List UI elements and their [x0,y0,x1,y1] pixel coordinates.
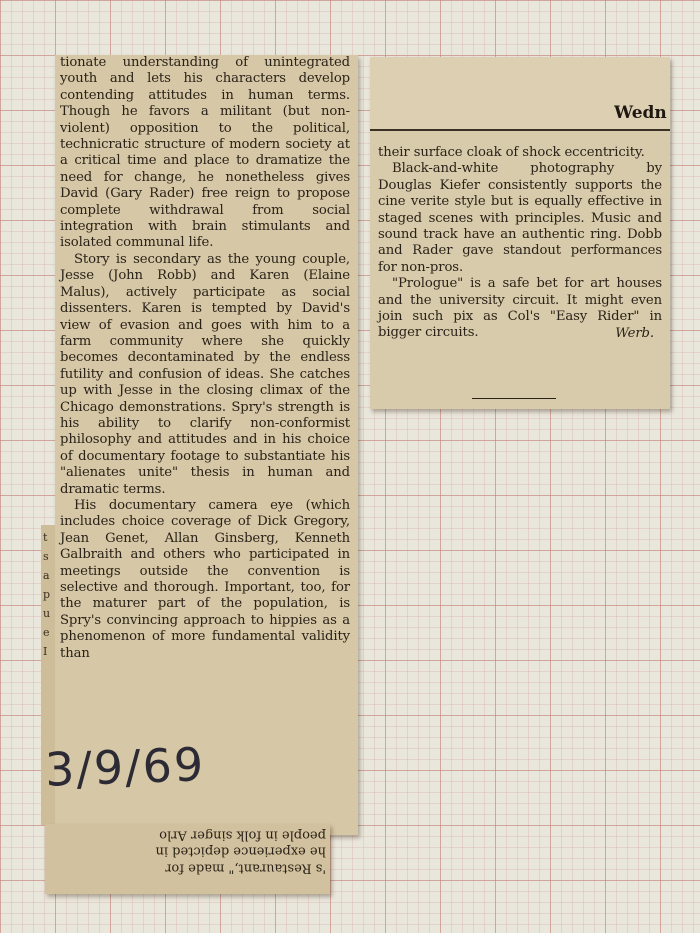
masthead-word: Wedn [614,103,667,123]
paragraph: "Prologue" is a safe bet for art houses and the university circuit. It might even join such pix as Col's "Easy Rider" in bigger circuits. [378,276,662,341]
edge-letter: I [43,645,48,658]
fragment-line: people in folk singer Arlo [159,827,326,843]
left-column-text [60,55,350,662]
upside-down-text [49,826,326,876]
paragraph: their surface cloak of shock eccentricity. [378,145,645,160]
end-rule [472,398,556,399]
left-review-clipping [43,55,358,835]
edge-letter: u [43,607,51,620]
edge-letter: p [43,588,51,601]
edge-letter: a [43,569,50,582]
fragment-line: 's Restaurant," made for [165,860,326,876]
edge-letter: s [43,550,49,563]
paragraph: Black-and-white photography by Douglas Kiefer consistently supports the cine verite style but is equally effective in staged scenes with principles. Music and sound track have an authentic ring. Dobb and Rader gave standout performances for non-pros. [378,161,662,275]
paragraph: His documentary camera eye (which includes choice coverage of Dick Gregory, Jean Genet, Allan Ginsberg, Kenneth Galbraith and others who participated in meetings outside the convention is selective and thorough. Important, too, for the maturer part of the population, is Spry's convincing approach to hippies as a phenomenon of more fundamental validity than [60,497,350,661]
right-review-clipping [370,57,670,409]
fragment-line: he experience depicted in [155,844,326,859]
edge-letter: t [43,531,48,544]
right-column-text [378,145,662,342]
upside-down-fragment [45,824,330,894]
paragraph: Story is secondary as the young couple, Jesse (John Robb) and Karen (Elaine Malus), actively participate as social dissenters. Karen is tempted by David's view of evasion and goes with him to a farm community where she quickly becomes decontaminated by the endless futility and confusion of ideas. She catches up with Jesse in the closing climax of the Chicago demonstrations. Spry's strength is his ability to clarify non-conformist philosophy and attitudes and in his choice of documentary footage to substantiate his "alienates unite" thesis in human and dramatic terms. [60,251,350,497]
paragraph: tionate understanding of unintegrated youth and lets his characters develop contending attitudes in human terms. Though he favors a militant (but non-violent) opposition to the political, technicratic structure of modern society at a critical time and place to dramatize the need for change, he nonetheless gives David (Gary Rader) free reign to propose complete withdrawal from social integration with brain stimulants and isolated communal life. [60,55,350,251]
handwritten-date: 3/9/69 [44,737,206,797]
newspaper-masthead [370,57,670,131]
edge-letter: e [43,626,50,639]
reviewer-signature: Werb. [615,325,654,341]
